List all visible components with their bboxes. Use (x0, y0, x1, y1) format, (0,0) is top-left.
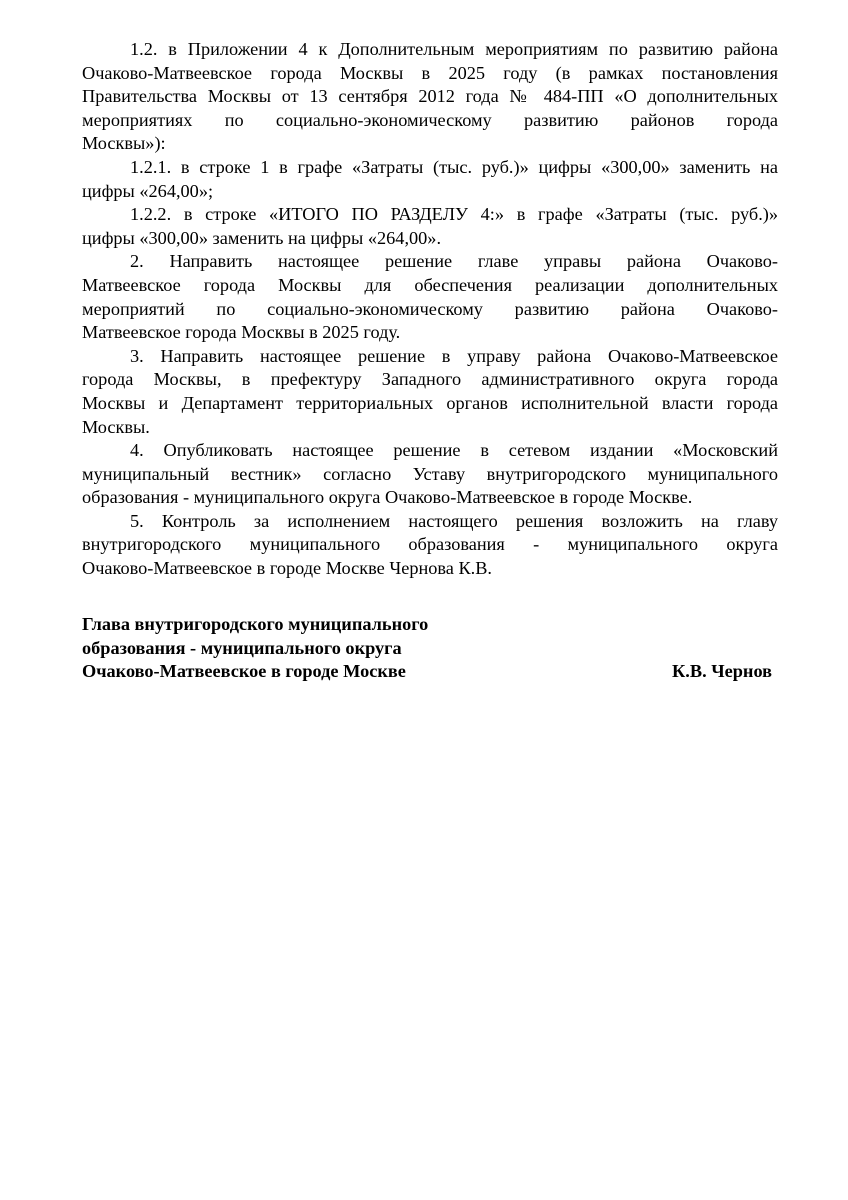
text-line: Москвы»): (82, 133, 166, 154)
text-line: Матвеевское города Москвы для обеспечения реализации дополнительных (82, 274, 778, 295)
text-line: цифры «264,00»; (82, 180, 214, 201)
text-line: внутригородского муниципального образования - муниципального округа (82, 534, 778, 555)
paragraph (82, 510, 778, 581)
text-line: Правительства Москвы от 13 сентября 2012 года № 484-ПП «О дополнительных (82, 86, 778, 107)
text-line: Очаково-Матвеевское города Москвы в 2025 году (в рамках постановления (82, 62, 778, 83)
text-line: цифры «300,00» заменить на цифры «264,00». (82, 227, 442, 248)
text-line: Матвеевское города Москвы в 2025 году. (82, 322, 401, 343)
signature-title-line: Очаково-Матвеевское в городе Москве (82, 661, 406, 682)
text-line: 4. Опубликовать настоящее решение в сетевом издании «Московский (130, 440, 778, 461)
paragraph (82, 203, 778, 250)
text-line: 1.2.2. в строке «ИТОГО ПО РАЗДЕЛУ 4:» в графе «Затраты (тыс. руб.)» (130, 204, 778, 225)
text-line: Очаково-Матвеевское в городе Москве Чернова К.В. (82, 558, 493, 579)
signature-title-line: образования - муниципального округа (82, 637, 402, 658)
text-line: города Москвы, в префектуру Западного административного округа города (82, 369, 778, 390)
paragraph (82, 345, 778, 439)
text-line: 5. Контроль за исполнением настоящего решения возложить на главу (130, 510, 778, 531)
text-line: 1.2. в Приложении 4 к Дополнительным мероприятиям по развитию района (130, 39, 778, 59)
paragraph (82, 156, 778, 203)
paragraph (82, 439, 778, 510)
document-body (82, 38, 778, 581)
text-line: 2. Направить настоящее решение главе управы района Очаково- (130, 251, 778, 272)
text-line: мероприятий по социально-экономическому развитию района Очаково- (82, 298, 778, 319)
text-line: муниципальный вестник» согласно Уставу внутригородского муниципального (82, 463, 778, 484)
text-line: 3. Направить настоящее решение в управу района Очаково-Матвеевское (130, 345, 778, 366)
text-line: мероприятиях по социально-экономическому развитию районов города (82, 109, 778, 130)
paragraph (82, 38, 778, 156)
text-line: Москвы. (82, 416, 150, 437)
signature-block (82, 613, 772, 684)
text-line: Москвы и Департамент территориальных органов исполнительной власти города (82, 392, 778, 413)
text-line: образования - муниципального округа Очаково-Матвеевское в городе Москве. (82, 487, 693, 508)
signature-title-line: Глава внутригородского муниципального (82, 614, 429, 634)
signatory-name: К.В. Чернов (672, 661, 772, 682)
text-line: 1.2.1. в строке 1 в графе «Затраты (тыс. руб.)» цифры «300,00» заменить на (130, 156, 778, 177)
paragraph (82, 250, 778, 344)
